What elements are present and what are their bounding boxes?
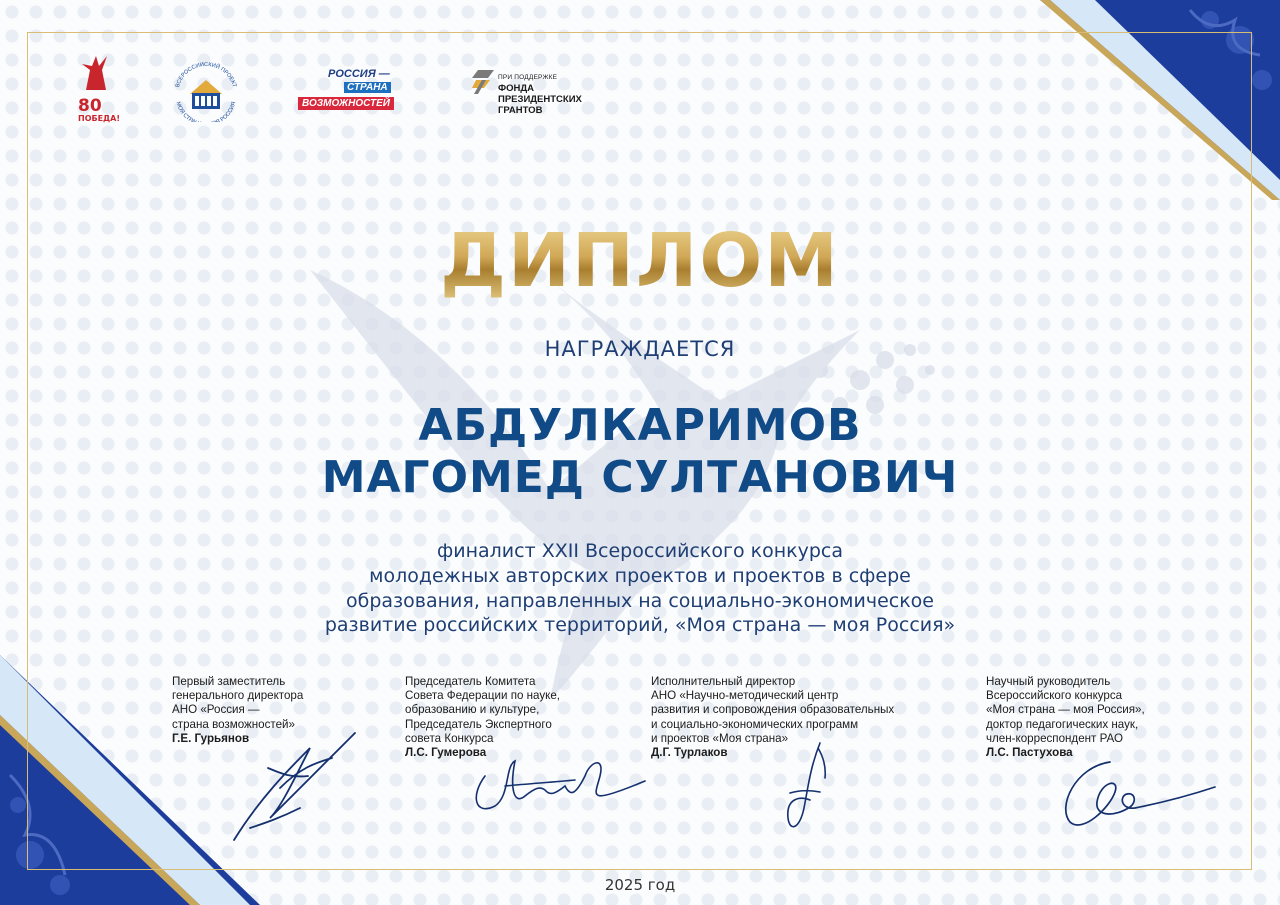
rsv-line1: РОССИЯ — xyxy=(328,68,390,80)
fpg-support-label: ПРИ ПОДДЕРЖКЕ xyxy=(498,74,558,81)
project-logo xyxy=(168,62,244,122)
signatory-name: Д.Г. Турлаков xyxy=(651,746,728,760)
diploma-title: ДИПЛОМ xyxy=(0,218,1280,304)
fpg-name: ФОНДА ПРЕЗИДЕНТСКИХ ГРАНТОВ xyxy=(498,83,582,116)
presidential-grants-fund-logo xyxy=(472,68,602,116)
signature-gumerova xyxy=(465,746,655,826)
description-line: образования, направленных на социально-экономическое xyxy=(346,590,934,612)
signature-pastukhova xyxy=(1055,752,1220,832)
description-line: развитие российских территорий, «Моя страна — моя Россия» xyxy=(324,614,956,636)
project-arc-top: ВСЕРОССИЙСКИЙ ПРОЕКТ xyxy=(174,62,238,89)
motherland-statue-icon xyxy=(74,52,118,100)
description-line: финалист XXII Всероссийского конкурса xyxy=(436,540,843,562)
victory-word: ПОБЕДА! xyxy=(78,114,121,123)
house-icon xyxy=(190,80,222,109)
signature-gurianov xyxy=(220,728,370,848)
awarded-label: НАГРАЖДАЕТСЯ xyxy=(544,337,736,361)
signature-turlakov xyxy=(780,738,840,838)
diploma-year: 2025 год xyxy=(604,876,676,894)
victory-number: 80 xyxy=(78,96,102,116)
russia-land-of-opportunity-logo xyxy=(298,68,418,118)
recipient-given-names: МАГОМЕД СУЛТАНОВИЧ xyxy=(321,452,959,503)
recipient-surname: АБДУЛКАРИМОВ xyxy=(418,400,862,451)
victory-80-logo xyxy=(74,52,121,128)
description-line: молодежных авторских проектов и проектов в сфере xyxy=(369,565,911,587)
signatory-gumerova: Председатель Комитета Совета Федерации по науке, образованию и культуре, Председатель Экспертного совета Конкурса Л.С. Гумерова xyxy=(405,675,561,760)
rsv-line3: ВОЗМОЖНОСТЕЙ xyxy=(298,97,394,110)
signatory-name: Г.Е. Гурьянов xyxy=(172,731,250,745)
project-arc-bottom: МОЯ СТР РОССИЯ xyxy=(174,101,238,122)
signatory-turlakov: Исполнительный директор АНО «Научно-методический центр развития и сопровождения образовательных и социально-экономических программ и проектов «Моя страна» Д.Г. Турлаков xyxy=(651,675,895,760)
rsv-line2: СТРАНА xyxy=(344,82,391,93)
signatory-gurianov: Первый заместитель генерального директора АНО «Россия — страна возможностей» Г.Е. Гурьянов xyxy=(172,675,304,745)
signatory-pastukhova: Научный руководитель Всероссийского конкурса «Моя страна — моя Россия», доктор педагогических наук, член-корреспондент РАО Л.С. Пастухова xyxy=(986,675,1145,760)
signatory-name: Л.С. Пастухова xyxy=(986,746,1073,760)
signatory-name: Л.С. Гумерова xyxy=(405,746,487,760)
